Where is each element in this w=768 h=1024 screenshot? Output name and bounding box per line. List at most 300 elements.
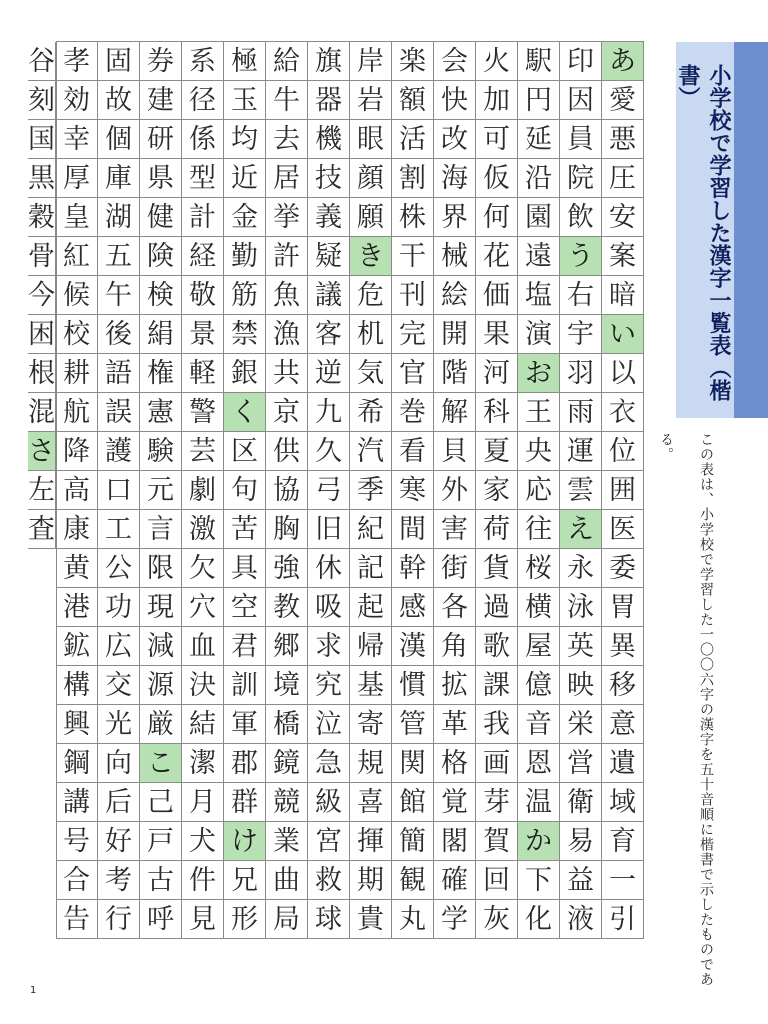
kanji-cell: 桜 <box>518 549 560 588</box>
kanji-cell: 委 <box>602 549 644 588</box>
kanji-cell: 系 <box>182 42 224 81</box>
kanji-cell: 意 <box>602 705 644 744</box>
kanji-cell: 解 <box>434 393 476 432</box>
kanji-cell: 広 <box>98 627 140 666</box>
kanji-cell: 衣 <box>602 393 644 432</box>
kanji-cell: 固 <box>98 42 140 81</box>
kanji-cell: 結 <box>182 705 224 744</box>
kanji-cell: 眼 <box>350 120 392 159</box>
kanji-cell: 具 <box>224 549 266 588</box>
kanji-cell: 紀 <box>350 510 392 549</box>
kanji-cell: 呼 <box>140 900 182 939</box>
kanji-cell: 験 <box>140 432 182 471</box>
kanji-cell: 犬 <box>182 822 224 861</box>
kanji-cell: 海 <box>434 159 476 198</box>
kanji-cell: 快 <box>434 81 476 120</box>
kanji-cell: 降 <box>56 432 98 471</box>
kanji-cell: 兄 <box>224 861 266 900</box>
kanji-cell: 君 <box>224 627 266 666</box>
kanji-cell: 喜 <box>350 783 392 822</box>
kanji-cell: 漢 <box>392 627 434 666</box>
kanji-cell: 吸 <box>308 588 350 627</box>
kanji-cell: 界 <box>434 198 476 237</box>
kanji-cell: 関 <box>392 744 434 783</box>
kanji-cell: 旧 <box>308 510 350 549</box>
kanji-cell: 宮 <box>308 822 350 861</box>
kanji-cell: 空 <box>224 588 266 627</box>
kanji-cell: 合 <box>56 861 98 900</box>
kanji-cell: 湖 <box>98 198 140 237</box>
kanji-cell: 左 <box>28 471 56 510</box>
kanji-cell: 港 <box>56 588 98 627</box>
kanji-cell: 級 <box>308 783 350 822</box>
kanji-cell: 九 <box>308 393 350 432</box>
kanji-cell: 域 <box>602 783 644 822</box>
kanji-cell: 火 <box>476 42 518 81</box>
kanji-cell: 育 <box>602 822 644 861</box>
kana-header-cell: い <box>602 315 644 354</box>
kanji-cell: 岸 <box>350 42 392 81</box>
kanji-cell: 遠 <box>518 237 560 276</box>
kanji-cell: 協 <box>266 471 308 510</box>
kanji-cell: 往 <box>518 510 560 549</box>
kanji-cell: 弓 <box>308 471 350 510</box>
kanji-cell: 賀 <box>476 822 518 861</box>
kanji-cell: 夏 <box>476 432 518 471</box>
kanji-cell: 好 <box>98 822 140 861</box>
kanji-cell: 官 <box>392 354 434 393</box>
kanji-cell: 果 <box>476 315 518 354</box>
kanji-cell: 古 <box>140 861 182 900</box>
kanji-cell: 功 <box>98 588 140 627</box>
kanji-cell: 根 <box>28 354 56 393</box>
kanji-cell: 危 <box>350 276 392 315</box>
kanji-cell: 交 <box>98 666 140 705</box>
kanji-cell: 圧 <box>602 159 644 198</box>
kana-header-cell: う <box>560 237 602 276</box>
kanji-cell: 開 <box>434 315 476 354</box>
kanji-cell: 貝 <box>434 432 476 471</box>
kanji-cell: 急 <box>308 744 350 783</box>
kanji-cell: 午 <box>98 276 140 315</box>
kanji-cell: 境 <box>266 666 308 705</box>
kanji-cell: 花 <box>476 237 518 276</box>
kanji-cell: 語 <box>98 354 140 393</box>
kanji-cell: 拡 <box>434 666 476 705</box>
kanji-cell: 移 <box>602 666 644 705</box>
kanji-cell: 候 <box>56 276 98 315</box>
kanji-cell: 宇 <box>560 315 602 354</box>
kanji-cell: 形 <box>224 900 266 939</box>
kanji-cell: 劇 <box>182 471 224 510</box>
kanji-cell: 階 <box>434 354 476 393</box>
kanji-cell: 誤 <box>98 393 140 432</box>
kanji-cell: 延 <box>518 120 560 159</box>
kanji-cell: 後 <box>98 315 140 354</box>
kanji-cell: 我 <box>476 705 518 744</box>
kanji-cell: 谷 <box>28 42 56 81</box>
kanji-cell: 案 <box>602 237 644 276</box>
kanji-cell: 厳 <box>140 705 182 744</box>
kanji-cell: 駅 <box>518 42 560 81</box>
kanji-cell: 挙 <box>266 198 308 237</box>
kanji-cell: 可 <box>476 120 518 159</box>
kanji-cell: 囲 <box>602 471 644 510</box>
kanji-cell: 屋 <box>518 627 560 666</box>
kanji-cell: 鏡 <box>266 744 308 783</box>
kanji-cell: 芽 <box>476 783 518 822</box>
kanji-cell: 絹 <box>140 315 182 354</box>
kanji-cell: 魚 <box>266 276 308 315</box>
kanji-cell: 悪 <box>602 120 644 159</box>
kanji-cell: 価 <box>476 276 518 315</box>
kanji-cell: 塩 <box>518 276 560 315</box>
kana-header-cell: あ <box>602 42 644 81</box>
kanji-cell: 漁 <box>266 315 308 354</box>
kanji-cell: 己 <box>140 783 182 822</box>
kanji-cell: 金 <box>224 198 266 237</box>
kanji-cell: 今 <box>28 276 56 315</box>
kanji-cell: 館 <box>392 783 434 822</box>
kanji-cell: 言 <box>140 510 182 549</box>
kanji-cell: 鉱 <box>56 627 98 666</box>
kanji-cell: 潔 <box>182 744 224 783</box>
kanji-cell: 戸 <box>140 822 182 861</box>
kanji-cell: 講 <box>56 783 98 822</box>
page-number: 1 <box>30 985 37 996</box>
kanji-cell: 黄 <box>56 549 98 588</box>
kanji-cell: 校 <box>56 315 98 354</box>
kanji-cell: 経 <box>182 237 224 276</box>
kanji-cell: 格 <box>434 744 476 783</box>
kanji-cell: 街 <box>434 549 476 588</box>
kanji-cell: 印 <box>560 42 602 81</box>
kanji-cell: 骨 <box>28 237 56 276</box>
kanji-cell: 近 <box>224 159 266 198</box>
kanji-cell: 件 <box>182 861 224 900</box>
kanji-cell: 京 <box>266 393 308 432</box>
kanji-cell: 器 <box>308 81 350 120</box>
kanji-cell: 穀 <box>28 198 56 237</box>
caption-text: この表は、小学校で学習した一〇〇六字の漢字を五十音順に楷書で示したものである。 <box>658 432 714 987</box>
kanji-cell: 右 <box>560 276 602 315</box>
kanji-cell: 元 <box>140 471 182 510</box>
kanji-cell: 決 <box>182 666 224 705</box>
kanji-cell: 故 <box>98 81 140 120</box>
kanji-cell: 県 <box>140 159 182 198</box>
kanji-cell: 季 <box>350 471 392 510</box>
kanji-cell: 護 <box>98 432 140 471</box>
kanji-cell: 係 <box>182 120 224 159</box>
kanji-cell: 号 <box>56 822 98 861</box>
kanji-cell: 査 <box>28 510 56 549</box>
kanji-cell: 記 <box>350 549 392 588</box>
kanji-cell: 楽 <box>392 42 434 81</box>
kanji-cell: 教 <box>266 588 308 627</box>
kanji-cell: 完 <box>392 315 434 354</box>
kanji-cell: 困 <box>28 315 56 354</box>
kana-header-cell: え <box>560 510 602 549</box>
kanji-cell: 角 <box>434 627 476 666</box>
kanji-cell: 激 <box>182 510 224 549</box>
kanji-cell: 愛 <box>602 81 644 120</box>
kanji-cell: 帰 <box>350 627 392 666</box>
kanji-cell: 球 <box>308 900 350 939</box>
kanji-cell: 局 <box>266 900 308 939</box>
kanji-cell: 希 <box>350 393 392 432</box>
kanji-cell: 以 <box>602 354 644 393</box>
kanji-cell: 期 <box>350 861 392 900</box>
kanji-cell: 額 <box>392 81 434 120</box>
kanji-cell: 向 <box>98 744 140 783</box>
kana-header-cell: さ <box>28 432 56 471</box>
kanji-cell: 院 <box>560 159 602 198</box>
kanji-cell: 耕 <box>56 354 98 393</box>
kana-header-cell: き <box>350 237 392 276</box>
kanji-cell: 下 <box>518 861 560 900</box>
kanji-cell: 告 <box>56 900 98 939</box>
kanji-cell: 曲 <box>266 861 308 900</box>
kanji-cell: 応 <box>518 471 560 510</box>
kanji-cell: 害 <box>434 510 476 549</box>
kanji-cell: 岩 <box>350 81 392 120</box>
kanji-cell: 干 <box>392 237 434 276</box>
kanji-cell: 休 <box>308 549 350 588</box>
kanji-cell: 胸 <box>266 510 308 549</box>
kanji-cell: 血 <box>182 627 224 666</box>
kanji-cell: 沿 <box>518 159 560 198</box>
kanji-cell: 覚 <box>434 783 476 822</box>
kanji-cell: 義 <box>308 198 350 237</box>
kanji-cell: 銀 <box>224 354 266 393</box>
kanji-cell: 勤 <box>224 237 266 276</box>
kanji-cell: 橋 <box>266 705 308 744</box>
kanji-cell: 苦 <box>224 510 266 549</box>
kanji-cell: 庫 <box>98 159 140 198</box>
kanji-cell: 救 <box>308 861 350 900</box>
kanji-cell: 逆 <box>308 354 350 393</box>
kanji-cell: 家 <box>476 471 518 510</box>
kanji-cell: 紅 <box>56 237 98 276</box>
kanji-cell: 郡 <box>224 744 266 783</box>
kanji-cell: 健 <box>140 198 182 237</box>
kanji-cell: 回 <box>476 861 518 900</box>
kanji-cell: 区 <box>224 432 266 471</box>
kanji-cell: 憲 <box>140 393 182 432</box>
kanji-cell: 英 <box>560 627 602 666</box>
kanji-cell: 極 <box>224 42 266 81</box>
kanji-cell: 間 <box>392 510 434 549</box>
kanji-cell: 泳 <box>560 588 602 627</box>
kanji-cell: 各 <box>434 588 476 627</box>
kanji-cell: 暗 <box>602 276 644 315</box>
kanji-cell: 機 <box>308 120 350 159</box>
kanji-cell: 効 <box>56 81 98 120</box>
kanji-cell: 刊 <box>392 276 434 315</box>
kanji-cell: 幸 <box>56 120 98 159</box>
kanji-cell: 園 <box>518 198 560 237</box>
kanji-cell: 株 <box>392 198 434 237</box>
kanji-cell: 欠 <box>182 549 224 588</box>
kanji-cell: 会 <box>434 42 476 81</box>
kanji-cell: 刻 <box>28 81 56 120</box>
kanji-cell: 気 <box>350 354 392 393</box>
kana-header-cell: く <box>224 393 266 432</box>
kanji-cell: 径 <box>182 81 224 120</box>
kanji-cell: 学 <box>434 900 476 939</box>
kanji-cell: 億 <box>518 666 560 705</box>
kanji-cell: 慣 <box>392 666 434 705</box>
kanji-cell: 映 <box>560 666 602 705</box>
kanji-cell: 光 <box>98 705 140 744</box>
kanji-cell: 願 <box>350 198 392 237</box>
kanji-cell: 康 <box>56 510 98 549</box>
kanji-cell: 貨 <box>476 549 518 588</box>
kanji-cell: 筋 <box>224 276 266 315</box>
kanji-cell: 技 <box>308 159 350 198</box>
kanji-cell: 競 <box>266 783 308 822</box>
kanji-cell: 王 <box>518 393 560 432</box>
kanji-cell: 閣 <box>434 822 476 861</box>
kanji-cell: 易 <box>560 822 602 861</box>
page-title: 小学校で学習した漢字一覧表（楷書） <box>675 64 731 402</box>
kanji-cell: 牛 <box>266 81 308 120</box>
kanji-cell: 益 <box>560 861 602 900</box>
kanji-cell: 玉 <box>224 81 266 120</box>
kanji-cell: 科 <box>476 393 518 432</box>
kanji-cell: 禁 <box>224 315 266 354</box>
kanji-cell: 割 <box>392 159 434 198</box>
kanji-cell: 横 <box>518 588 560 627</box>
kanji-cell: 永 <box>560 549 602 588</box>
kanji-cell: 栄 <box>560 705 602 744</box>
kanji-cell: 興 <box>56 705 98 744</box>
kanji-cell: 寄 <box>350 705 392 744</box>
kanji-cell: 景 <box>182 315 224 354</box>
kanji-cell: 高 <box>56 471 98 510</box>
kanji-cell: 客 <box>308 315 350 354</box>
kana-header-cell: お <box>518 354 560 393</box>
kana-header-cell: か <box>518 822 560 861</box>
kanji-cell: 工 <box>98 510 140 549</box>
kanji-cell: 液 <box>560 900 602 939</box>
kanji-cell: 黒 <box>28 159 56 198</box>
kanji-cell: 汽 <box>350 432 392 471</box>
kanji-cell: 郷 <box>266 627 308 666</box>
kanji-cell: 規 <box>350 744 392 783</box>
kanji-cell: 構 <box>56 666 98 705</box>
kanji-cell: 音 <box>518 705 560 744</box>
kanji-cell: 五 <box>98 237 140 276</box>
kanji-cell: 巻 <box>392 393 434 432</box>
kanji-cell: 航 <box>56 393 98 432</box>
kanji-cell: 業 <box>266 822 308 861</box>
kanji-cell: 月 <box>182 783 224 822</box>
kanji-cell: 安 <box>602 198 644 237</box>
kanji-cell: 管 <box>392 705 434 744</box>
kanji-cell: 基 <box>350 666 392 705</box>
kanji-cell: 雲 <box>560 471 602 510</box>
kanji-cell: 共 <box>266 354 308 393</box>
kanji-cell: 飲 <box>560 198 602 237</box>
kanji-cell: 給 <box>266 42 308 81</box>
kanji-cell: 机 <box>350 315 392 354</box>
kanji-cell: 胃 <box>602 588 644 627</box>
kanji-cell: 因 <box>560 81 602 120</box>
kanji-cell: 個 <box>98 120 140 159</box>
kanji-cell: 丸 <box>392 900 434 939</box>
kanji-cell: 権 <box>140 354 182 393</box>
kanji-cell: 演 <box>518 315 560 354</box>
kanji-cell: 感 <box>392 588 434 627</box>
kanji-cell: 課 <box>476 666 518 705</box>
kanji-cell: 衛 <box>560 783 602 822</box>
kanji-cell: 限 <box>140 549 182 588</box>
kanji-cell: 活 <box>392 120 434 159</box>
kanji-cell: 行 <box>98 900 140 939</box>
kanji-cell: 孝 <box>56 42 98 81</box>
kanji-cell: 軽 <box>182 354 224 393</box>
kanji-cell: 泣 <box>308 705 350 744</box>
kanji-cell: 穴 <box>182 588 224 627</box>
kanji-cell: 医 <box>602 510 644 549</box>
kanji-cell: 究 <box>308 666 350 705</box>
kanji-cell: 絵 <box>434 276 476 315</box>
kanji-cell: 起 <box>350 588 392 627</box>
kanji-cell: 恩 <box>518 744 560 783</box>
kanji-cell: 異 <box>602 627 644 666</box>
kanji-cell: 型 <box>182 159 224 198</box>
kanji-cell: 公 <box>98 549 140 588</box>
kanji-cell: 灰 <box>476 900 518 939</box>
kanji-cell: 許 <box>266 237 308 276</box>
kanji-cell: 過 <box>476 588 518 627</box>
kanji-cell: 確 <box>434 861 476 900</box>
kanji-cell: 券 <box>140 42 182 81</box>
kanji-cell: 現 <box>140 588 182 627</box>
kanji-cell: 械 <box>434 237 476 276</box>
kanji-cell: 温 <box>518 783 560 822</box>
kanji-cell: 河 <box>476 354 518 393</box>
kanji-cell: 去 <box>266 120 308 159</box>
kanji-cell: 源 <box>140 666 182 705</box>
kanji-cell: 計 <box>182 198 224 237</box>
kanji-cell: 革 <box>434 705 476 744</box>
kanji-cell: 観 <box>392 861 434 900</box>
kanji-cell: 揮 <box>350 822 392 861</box>
kanji-cell: 議 <box>308 276 350 315</box>
kanji-cell: 画 <box>476 744 518 783</box>
kanji-cell: 羽 <box>560 354 602 393</box>
kanji-cell: 見 <box>182 900 224 939</box>
kanji-cell: 混 <box>28 393 56 432</box>
kanji-cell: 員 <box>560 120 602 159</box>
kanji-cell: 雨 <box>560 393 602 432</box>
kanji-cell: 位 <box>602 432 644 471</box>
kanji-cell: 歌 <box>476 627 518 666</box>
kanji-cell: 久 <box>308 432 350 471</box>
kanji-cell: 遺 <box>602 744 644 783</box>
kanji-cell: 化 <box>518 900 560 939</box>
kanji-cell: 鋼 <box>56 744 98 783</box>
kanji-cell: 営 <box>560 744 602 783</box>
kanji-cell: 寒 <box>392 471 434 510</box>
kanji-cell: 改 <box>434 120 476 159</box>
kanji-cell: 一 <box>602 861 644 900</box>
kanji-cell: 何 <box>476 198 518 237</box>
kanji-cell: 仮 <box>476 159 518 198</box>
kanji-cell: 運 <box>560 432 602 471</box>
